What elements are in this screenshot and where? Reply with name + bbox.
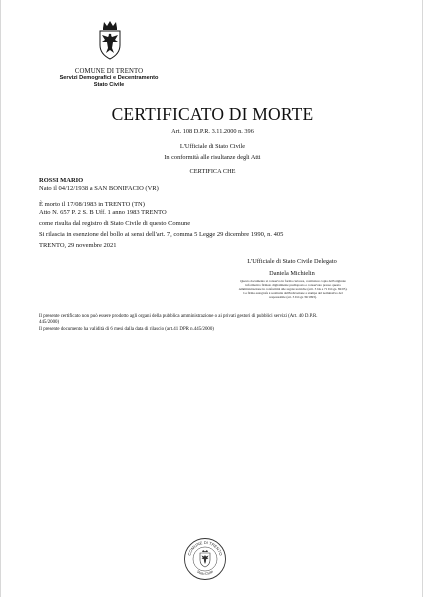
validity-note: Il presente documento ha validità di 6 mesi dalla data di rilascio (art.41 DPR n.445/2000) [39, 326, 214, 332]
signature-note-line: Amministrazione in conformità alle regole tecniche (artt. 3 bis e 71 D.Lgs. 82/05). [238, 287, 348, 292]
trento-coat-of-arms-icon [97, 20, 123, 60]
signature-role: L'Ufficiale di Stato Civile Delegato [247, 258, 337, 265]
legal-reference: Art. 108 D.P.R. 3.11.2000 n. 396 [171, 128, 254, 135]
document-title: CERTIFICATO DI MORTE [111, 104, 314, 124]
signature-note-line: responsabile (art. 3 D.Lgs 39/1993). [269, 295, 317, 300]
place-and-date: TRENTO, 29 novembre 2021 [39, 242, 117, 249]
death-details: È morto il 17/08/1983 in TRENTO (TN) [39, 201, 145, 208]
birth-details: Nato il 04/12/1938 a SAN BONIFACIO (VR) [39, 185, 159, 192]
certifies-heading: CERTIFICA CHE [189, 168, 236, 175]
office-name: Stato Civile [93, 82, 125, 88]
usage-restriction-note-cont: 445/2000) [39, 320, 60, 326]
stamp-exemption: Si rilascia in esenzione del bollo ai sensi dell'art. 7, comma 5 Legge 29 dicembre 1990, n. 405 [39, 231, 284, 238]
footer-notes [39, 314, 384, 333]
official-stamp-icon [183, 537, 227, 581]
municipality-name: COMUNE DI TRENTO [74, 68, 144, 75]
conformity-statement: In conformità alle risultanze degli Atti [164, 154, 261, 161]
digital-signature-note [237, 279, 349, 299]
officer-heading: L'Ufficiale di Stato Civile [179, 143, 246, 150]
registry-statement: come risulta dal registro di Stato Civile di questo Comune [39, 220, 191, 227]
usage-restriction-note: Il presente certificato non può essere prodotto agli organi della pubblica amministrazione o ai privati gestori di pubblici servizi (Art. 40 D.P.R. [39, 314, 318, 319]
stamp-bottom-text: Stato Civile [195, 569, 215, 577]
signature-note-line: Questo documento si conserva in forma cartacea, costituisce copia dell'originale [240, 279, 346, 283]
department-name: Servizi Demografici e Decentramento [59, 75, 159, 81]
person-name: ROSSI MARIO [39, 177, 84, 184]
stamp-top-text: COMUNE DI TRENTO [186, 539, 224, 557]
signatory-name: Daniela Michielin [269, 270, 315, 277]
issuing-office-header [51, 68, 167, 89]
signature-note-line: informatico firmato digitalmente predisposto e conservato presso questa [245, 283, 341, 288]
signature-note-line: La firma autografa è sostituita dall'indicazione a stampa del nominativo del [243, 291, 343, 296]
death-record: Atto N. 657 P. 2 S. B Uff. 1 anno 1983 TRENTO [39, 209, 167, 216]
